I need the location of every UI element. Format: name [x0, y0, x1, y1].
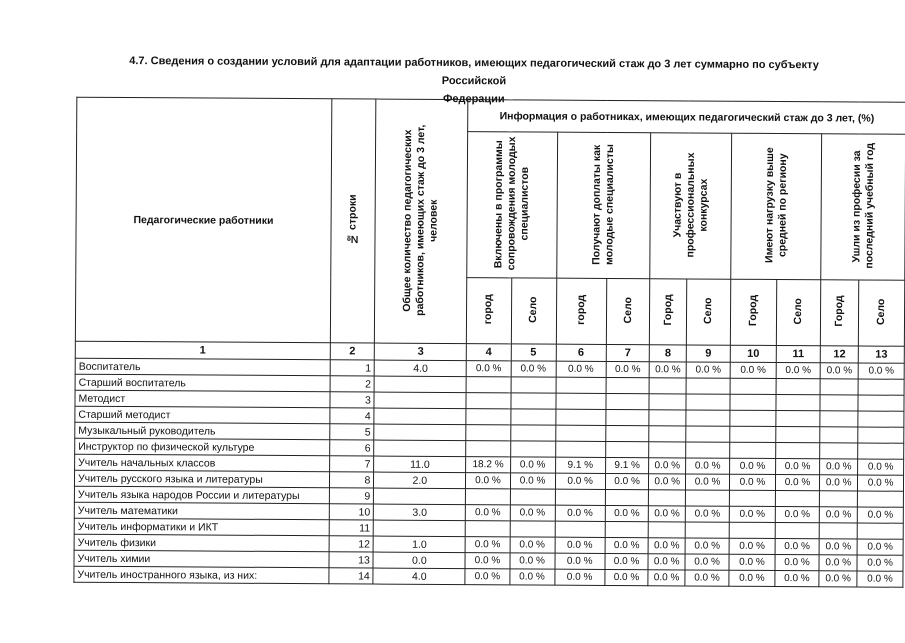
percent-value: 0.0 % [819, 539, 857, 555]
percent-value [466, 393, 510, 409]
percent-value: 0.0 % [775, 570, 820, 586]
percent-value: 0.0 % [776, 362, 821, 378]
line-number: 14 [329, 568, 374, 584]
line-number: 2 [330, 376, 375, 392]
header-group-3: Участвуют в профессиональных конкурсах [650, 133, 732, 279]
percent-value: 0.0 % [555, 537, 605, 553]
line-number: 3 [330, 392, 375, 408]
percent-value: 0.0 % [857, 571, 903, 587]
column-number: 6 [556, 344, 606, 361]
percent-value [685, 490, 729, 506]
percent-value: 0.0 % [820, 459, 858, 475]
percent-value: 0.0 % [685, 538, 729, 554]
percent-value [606, 425, 650, 441]
percent-value: 0.0 % [820, 363, 858, 379]
percent-value [510, 409, 555, 425]
percent-value: 0.0 % [819, 571, 857, 587]
percent-value [555, 425, 605, 441]
worker-name: Учитель русского языка и литературы [74, 470, 329, 488]
header-line-no: № строки [330, 99, 376, 343]
worker-name: Инструктор по физической культуре [75, 438, 330, 456]
line-number: 7 [329, 456, 374, 472]
percent-value [556, 377, 606, 393]
percent-value: 0.0 % [650, 362, 687, 378]
adaptation-table [73, 97, 905, 588]
percent-value: 0.0 % [648, 554, 685, 570]
line-number: 11 [329, 520, 374, 536]
percent-value: 0.0 % [465, 569, 509, 585]
worker-name: Учитель информатики и ИКТ [74, 518, 329, 536]
total-count [374, 488, 466, 505]
percent-value: 0.0 % [648, 570, 685, 586]
title-line-1: 4.7. Сведения о создании условий для адаптации работников, имеющих педагогический стаж до 3 лет суммарно по субъекту Российской [129, 55, 819, 88]
line-number: 13 [329, 552, 374, 568]
percent-value [555, 441, 605, 457]
column-number: 3 [375, 343, 467, 361]
percent-value: 0.0 % [510, 457, 555, 473]
total-count: 4.0 [373, 568, 465, 585]
total-count [374, 424, 466, 441]
percent-value [555, 521, 605, 537]
percent-value: 0.0 % [685, 506, 729, 522]
title-line-2: Федерации [442, 92, 505, 106]
percent-value: 0.0 % [465, 553, 509, 569]
worker-name: Методист [75, 390, 330, 408]
percent-value: 0.0 % [649, 474, 686, 490]
percent-value: 0.0 % [509, 569, 554, 585]
line-number: 6 [329, 440, 374, 456]
column-number: 11 [776, 345, 821, 362]
worker-name: Старший методист [75, 406, 330, 424]
percent-value: 0.0 % [730, 474, 776, 490]
percent-value [730, 378, 776, 394]
percent-value [606, 409, 650, 425]
percent-value [820, 491, 858, 507]
worker-name: Учитель химии [74, 550, 329, 568]
header-sub-6: город [556, 278, 607, 344]
percent-value [649, 426, 686, 442]
header-sub-10: Город [731, 279, 777, 345]
percent-value: 0.0 % [554, 569, 604, 585]
percent-value: 0.0 % [775, 538, 820, 554]
percent-value: 0.0 % [729, 554, 775, 570]
header-workers: Педагогические работники [75, 97, 331, 343]
percent-value [776, 410, 821, 426]
percent-value [466, 425, 510, 441]
percent-value [686, 426, 730, 442]
percent-value: 0.0 % [510, 505, 555, 521]
total-count [374, 440, 466, 457]
header-sub-11: Село [776, 279, 821, 345]
percent-value: 0.0 % [510, 537, 555, 553]
total-count [374, 376, 466, 393]
percent-value: 0.0 % [858, 459, 904, 475]
percent-value [686, 410, 730, 426]
percent-value [466, 377, 510, 393]
percent-value: 0.0 % [857, 555, 903, 571]
percent-value [649, 490, 686, 506]
percent-value: 0.0 % [775, 554, 820, 570]
percent-value [775, 522, 820, 538]
percent-value [729, 522, 775, 538]
line-number: 12 [329, 536, 374, 552]
percent-value [466, 489, 510, 505]
percent-value [511, 377, 556, 393]
percent-value: 0.0 % [605, 537, 649, 553]
percent-value [605, 441, 649, 457]
total-count: 4.0 [375, 360, 467, 377]
percent-value: 0.0 % [605, 569, 649, 585]
percent-value: 0.0 % [556, 361, 606, 377]
total-count: 2.0 [374, 472, 466, 489]
percent-value [819, 523, 857, 539]
header-sub-8: Город [650, 279, 687, 345]
line-number: 10 [329, 504, 374, 520]
column-number: 12 [821, 346, 859, 363]
percent-value: 0.0 % [465, 537, 509, 553]
percent-value [556, 393, 606, 409]
percent-value [555, 489, 605, 505]
percent-value [775, 490, 820, 506]
percent-value [858, 411, 904, 427]
percent-value: 0.0 % [510, 473, 555, 489]
percent-value: 0.0 % [857, 539, 903, 555]
percent-value [730, 410, 776, 426]
percent-value: 0.0 % [858, 363, 904, 379]
percent-value: 0.0 % [511, 361, 556, 377]
percent-value [730, 394, 776, 410]
percent-value [858, 427, 904, 443]
header-sub-5: Село [511, 278, 556, 344]
percent-value: 0.0 % [555, 505, 605, 521]
percent-value: 0.0 % [858, 475, 904, 491]
percent-value: 0.0 % [649, 458, 686, 474]
worker-name: Воспитатель [75, 358, 330, 376]
percent-value [776, 394, 821, 410]
percent-value: 0.0 % [775, 506, 820, 522]
percent-value: 0.0 % [730, 362, 776, 378]
column-number: 4 [467, 344, 511, 361]
percent-value: 9.1 % [605, 457, 649, 473]
header-group-4: Имеют нагрузку выше средней по региону [731, 133, 822, 280]
percent-value [730, 426, 776, 442]
percent-value [510, 425, 555, 441]
percent-value [775, 426, 820, 442]
column-number: 8 [650, 345, 687, 362]
percent-value [775, 442, 820, 458]
header-sub-7: Село [606, 278, 650, 344]
total-count [374, 408, 466, 425]
percent-value: 0.0 % [648, 538, 685, 554]
percent-value [858, 395, 904, 411]
worker-name: Учитель физики [74, 534, 329, 552]
worker-name: Старший воспитатель [75, 374, 330, 392]
header-info-group: Информация о работниках, имеющих педагогический стаж до 3 лет, (%) [468, 100, 905, 135]
percent-value [820, 411, 858, 427]
percent-value [466, 409, 510, 425]
percent-value [466, 521, 510, 537]
header-sub-9: Село [686, 279, 731, 345]
percent-value [820, 427, 858, 443]
header-group-5: Ушли из професии за последний учебный год [821, 134, 905, 281]
percent-value [510, 489, 555, 505]
percent-value [649, 522, 686, 538]
percent-value: 0.0 % [729, 570, 775, 586]
percent-value: 0.0 % [605, 473, 649, 489]
header-total: Общее количество педагогических работников, имеющих стаж до 3 лет, человек [375, 99, 468, 344]
percent-value: 0.0 % [820, 475, 858, 491]
percent-value [820, 379, 858, 395]
percent-value: 0.0 % [605, 505, 649, 521]
percent-value: 0.0 % [686, 458, 730, 474]
line-number: 1 [330, 360, 375, 376]
percent-value: 0.0 % [775, 474, 820, 490]
percent-value: 0.0 % [466, 505, 510, 521]
percent-value [858, 379, 904, 395]
percent-value [858, 443, 904, 459]
percent-value: 0.0 % [686, 362, 730, 378]
percent-value [605, 489, 649, 505]
percent-value [606, 377, 650, 393]
percent-value: 0.0 % [857, 507, 903, 523]
percent-value [820, 395, 858, 411]
percent-value [820, 443, 858, 459]
percent-value: 0.0 % [820, 507, 858, 523]
line-number: 4 [330, 408, 375, 424]
percent-value: 0.0 % [685, 554, 729, 570]
percent-value: 9.1 % [555, 457, 605, 473]
percent-value [686, 378, 730, 394]
percent-value [857, 491, 903, 507]
percent-value [686, 394, 730, 410]
percent-value: 0.0 % [555, 553, 605, 569]
worker-name: Учитель языка народов России и литературы [74, 486, 329, 504]
percent-value [555, 409, 605, 425]
percent-value [685, 522, 729, 538]
percent-value: 0.0 % [729, 506, 775, 522]
percent-value: 18.2 % [466, 457, 510, 473]
total-count [374, 392, 466, 409]
percent-value: 0.0 % [466, 473, 510, 489]
percent-value [776, 378, 821, 394]
column-number: 2 [330, 343, 375, 360]
percent-value [686, 442, 730, 458]
worker-name: Учитель начальных классов [75, 454, 330, 472]
percent-value: 0.0 % [605, 553, 649, 569]
line-number: 8 [329, 472, 374, 488]
percent-value: 0.0 % [730, 458, 776, 474]
percent-value: 0.0 % [685, 570, 729, 586]
percent-value [510, 521, 555, 537]
percent-value [649, 394, 686, 410]
percent-value: 0.0 % [819, 555, 857, 571]
line-number: 5 [330, 424, 375, 440]
percent-value: 0.0 % [555, 473, 605, 489]
percent-value [605, 521, 649, 537]
total-count: 1.0 [373, 536, 465, 553]
percent-value [649, 410, 686, 426]
percent-value [606, 393, 650, 409]
total-count: 3.0 [374, 504, 466, 521]
percent-value [730, 442, 776, 458]
percent-value: 0.0 % [775, 458, 820, 474]
worker-name: Учитель математики [74, 502, 329, 520]
column-number: 1 [75, 341, 330, 360]
percent-value [511, 393, 556, 409]
percent-value: 0.0 % [510, 553, 555, 569]
worker-name: Музыкальный руководитель [75, 422, 330, 440]
column-number: 7 [606, 344, 650, 361]
percent-value [857, 523, 903, 539]
column-number: 9 [686, 345, 730, 362]
worker-name: Учитель иностранного языка, из них: [74, 566, 329, 584]
total-count [374, 520, 466, 537]
percent-value: 0.0 % [606, 361, 650, 377]
percent-value [510, 441, 555, 457]
column-number: 5 [511, 344, 556, 361]
header-group-2: Получают доплаты как молодые специалисты [556, 132, 651, 279]
percent-value [649, 442, 686, 458]
percent-value [466, 441, 510, 457]
header-sub-4: город [467, 278, 512, 344]
percent-value: 0.0 % [685, 474, 729, 490]
header-sub-13: Село [858, 280, 904, 346]
percent-value [730, 490, 776, 506]
total-count: 0.0 [373, 552, 465, 569]
percent-value: 0.0 % [729, 538, 775, 554]
percent-value: 0.0 % [467, 361, 511, 377]
column-number: 13 [858, 346, 904, 363]
total-count: 11.0 [374, 456, 466, 473]
percent-value: 0.0 % [649, 506, 686, 522]
percent-value [649, 378, 686, 394]
line-number: 9 [329, 488, 374, 504]
header-group-1: Включены в программы сопровождения молодых специалистов [467, 132, 557, 279]
header-sub-12: Город [821, 280, 859, 346]
column-number: 10 [730, 345, 776, 362]
